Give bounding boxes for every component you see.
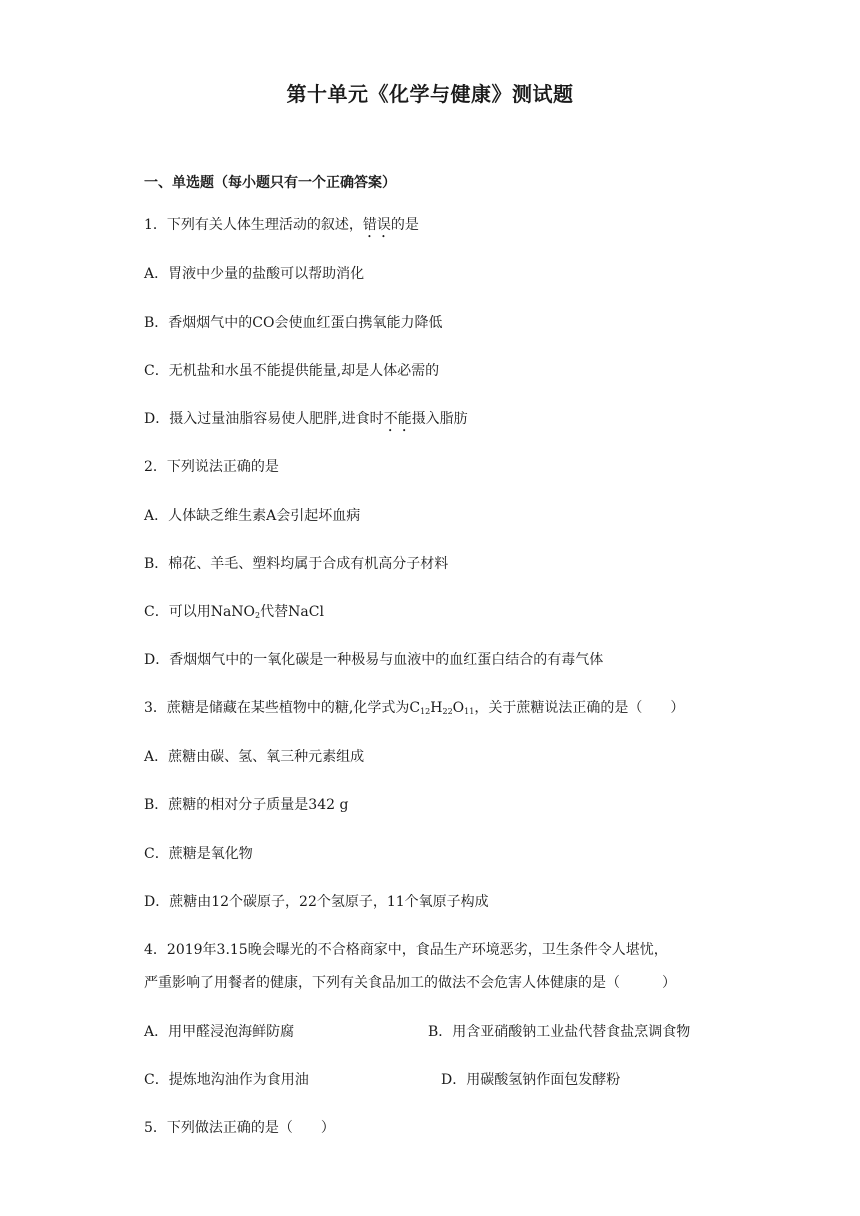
page-title: 第十单元《化学与健康》测试题 [286,82,574,106]
question-1-option-c: C．无机盐和水虽不能提供能量,却是人体必需的 [144,363,440,379]
question-2-option-c-post: 代替NaCl [260,604,324,620]
question-2-stem: 2．下列说法正确的是 [144,459,279,475]
question-3-option-c: C．蔗糖是氧化物 [144,846,253,862]
question-3-stem-pre: 3．蔗糖是储藏在某些植物中的糖,化学式为C [144,700,421,716]
question-5-stem: 5．下列做法正确的是（ ） [144,1120,335,1136]
formula-subscript-o: 11 [464,707,475,716]
question-2-option-c-pre: C．可以用NaNO [144,604,256,620]
question-1-stem [144,216,419,241]
question-1-option-d [144,410,468,435]
question-4-stem-line-2: 严重影响了用餐者的健康，下列有关食品加工的做法不会危害人体健康的是（ ） [144,975,676,991]
question-2-option-d: D．香烟烟气中的一氧化碳是一种极易与血液中的血红蛋白结合的有毒气体 [144,652,604,668]
question-4-option-a: A．用甲醛浸泡海鲜防腐 [144,1024,295,1040]
formula-subscript-h: 22 [442,707,453,716]
formula-subscript-c: 12 [420,707,431,716]
question-3-option-d: D．蔗糖由12个碳原子，22个氢原子，11个氧原子构成 [144,894,489,910]
question-2-option-c-subscript: 2 [255,611,261,620]
question-1-option-a: A．胃液中少量的盐酸可以帮助消化 [144,266,365,282]
question-4-option-d: D．用碳酸氢钠作面包发酵粉 [441,1072,621,1088]
question-1-option-d-post: 摄入脂肪 [411,411,468,427]
question-1-option-d-emphasis: 不能 [383,411,412,427]
question-1-emphasis: 错误 [362,217,391,233]
question-4-option-b: B．用含亚硝酸钠工业盐代替食盐烹调食物 [428,1024,691,1040]
question-1-stem-pre: 1．下列有关人体生理活动的叙述， [144,217,363,233]
question-2-option-c [144,603,324,621]
question-1-stem-post: 的是 [390,217,419,233]
question-1-option-b: B．香烟烟气中的CO会使血红蛋白携氧能力降低 [144,315,443,331]
formula-h: H [430,700,443,716]
question-3-option-b: B．蔗糖的相对分子质量是342 g [144,797,349,813]
question-2-option-a: A．人体缺乏维生素A会引起坏血病 [144,508,361,524]
question-1-option-d-pre: D．摄入过量油脂容易使人肥胖,进食时 [144,411,384,427]
question-4-option-c: C．提炼地沟油作为食用油 [144,1072,309,1088]
question-3-stem [144,699,684,717]
question-4-stem-line-1: 4．2019年3.15晚会曝光的不合格商家中，食品生产环境恶劣，卫生条件令人堪忧， [144,942,668,958]
question-3-option-a: A．蔗糖由碳、氢、氧三种元素组成 [144,749,365,765]
question-2-option-b: B．棉花、羊毛、塑料均属于合成有机高分子材料 [144,556,449,572]
formula-o: O [452,700,465,716]
section-heading: 一、单选题（每小题只有一个正确答案） [144,175,396,191]
question-3-stem-post: ，关于蔗糖说法正确的是（ ） [474,700,685,716]
